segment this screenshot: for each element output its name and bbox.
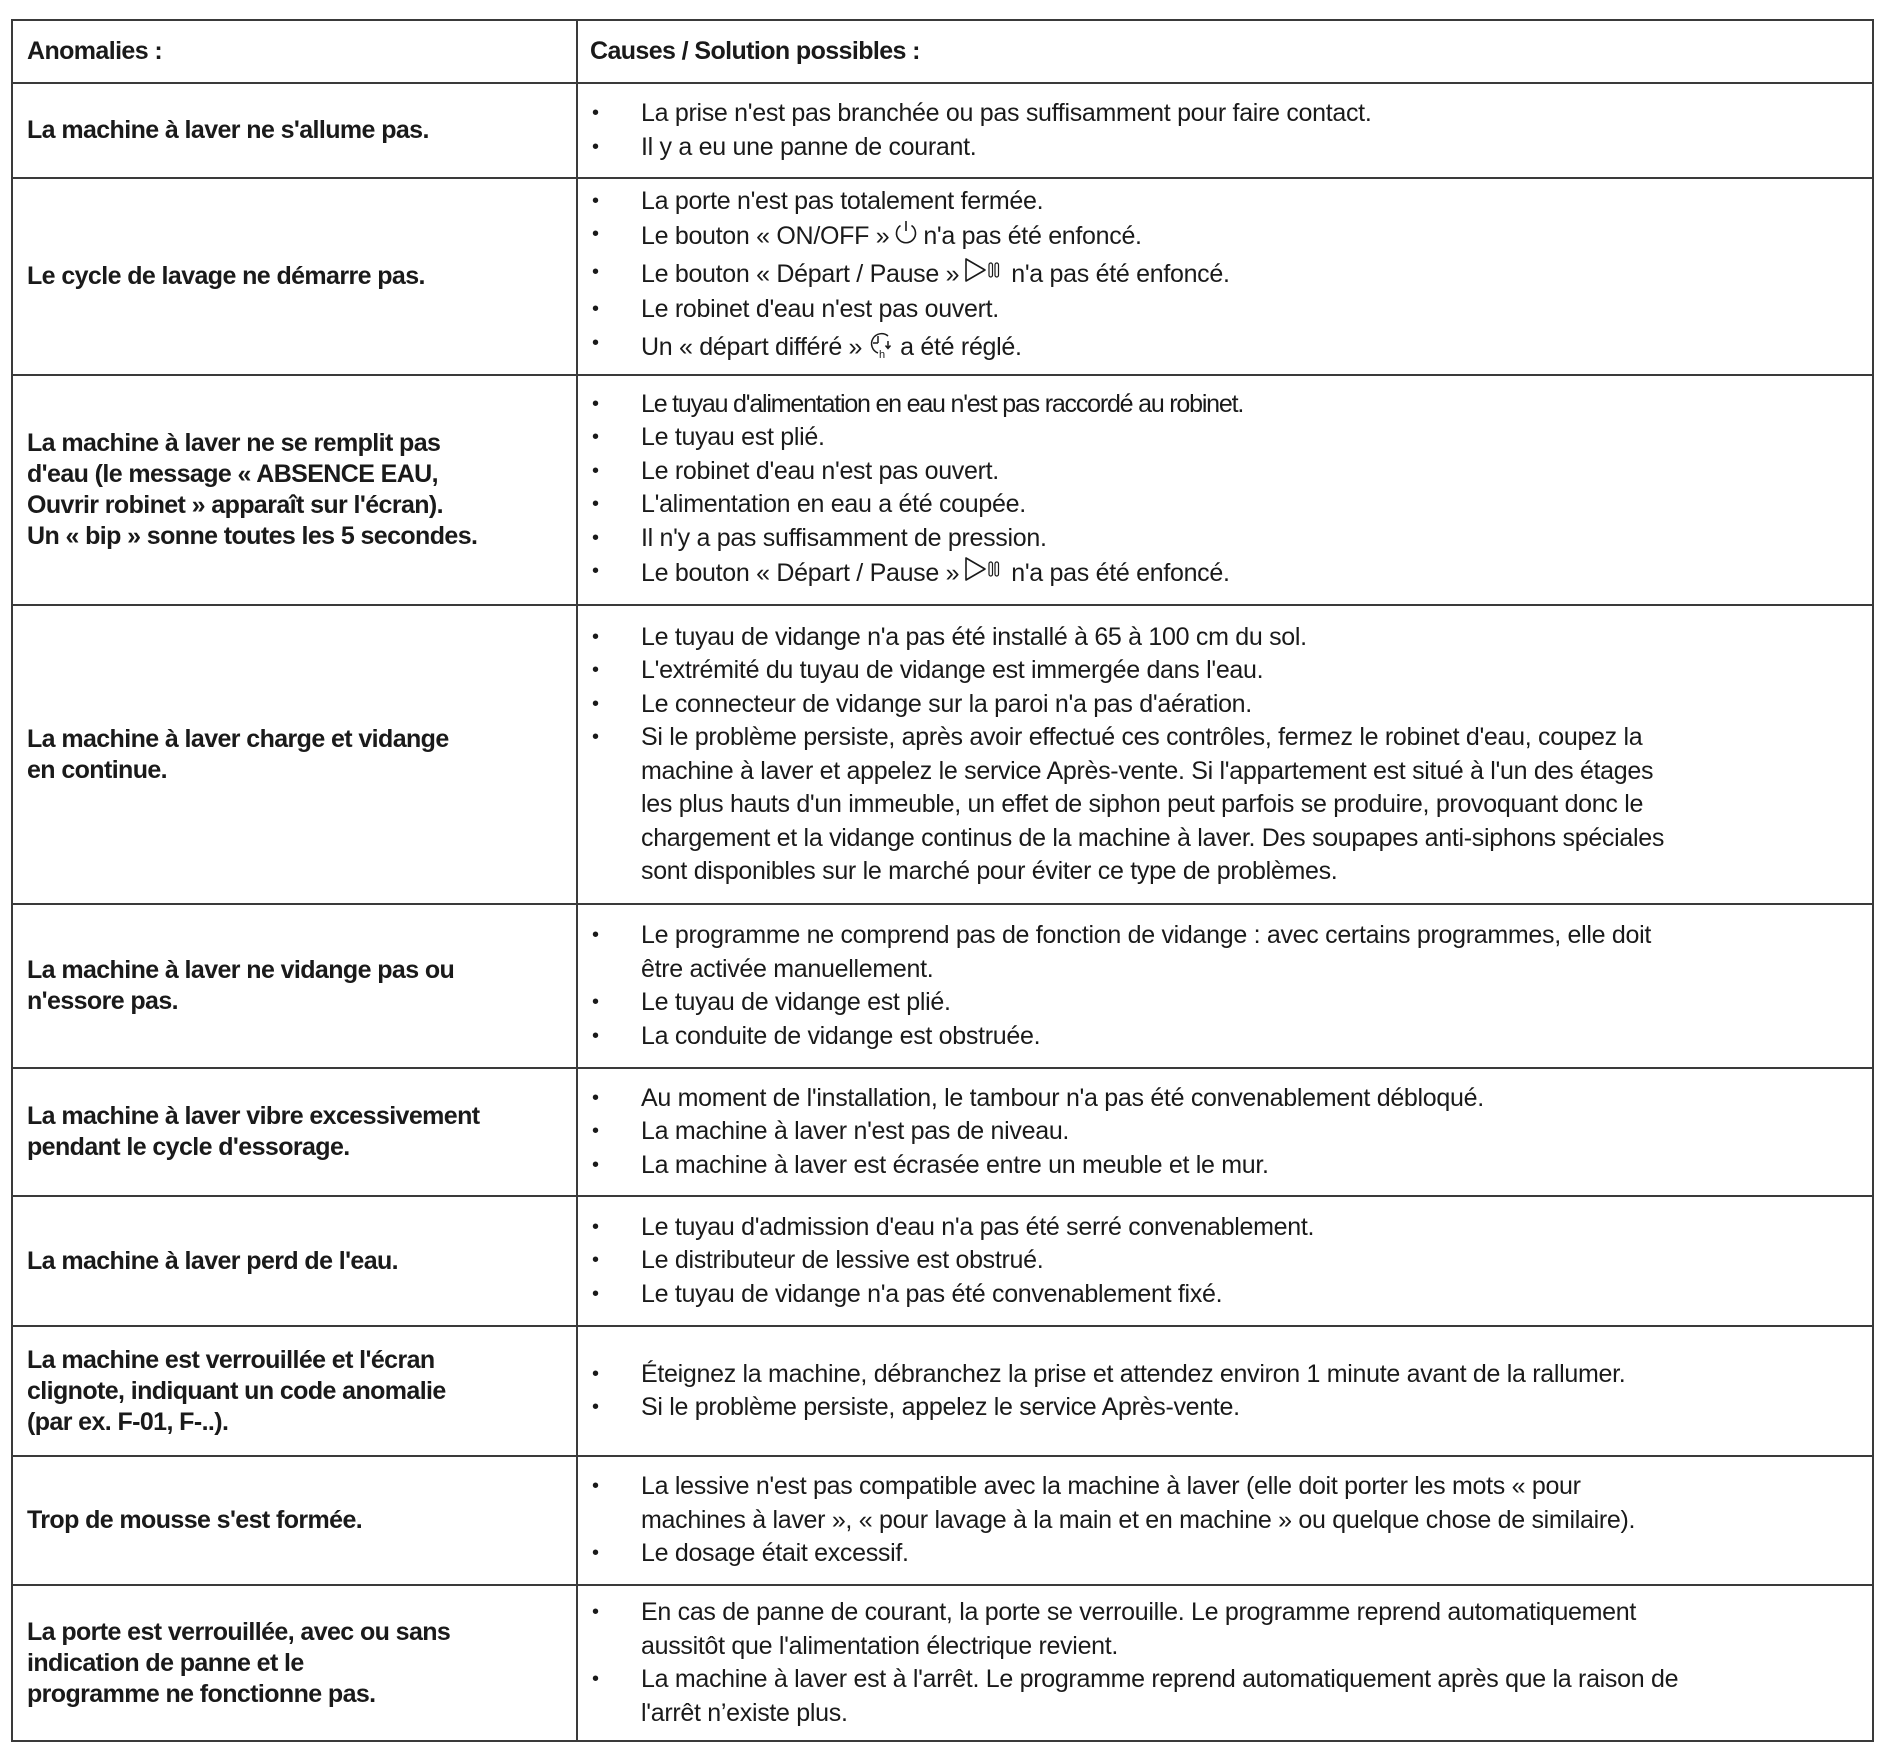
cause-list-item-continuation [578,953,1862,987]
causes-cell [578,1327,1872,1455]
cause-list-item-continuation [578,855,1862,889]
header-causes: Causes / Solution possibles : [590,36,920,65]
anomaly-text: en continue. [27,755,168,784]
table-row [13,903,1872,1067]
cause-text-after-icon: n'a pas été enfoncé. [1011,559,1230,587]
cause-text-after-icon: n'a pas été enfoncé. [923,222,1142,251]
anomaly-text: clignote, indiquant un code anomalie [27,1376,446,1405]
cause-list-item [578,455,1862,489]
cause-list-item [578,654,1862,688]
anomaly-cell [13,1586,578,1740]
cause-list-item [578,986,1862,1020]
cause-text: Le bouton « ON/OFF » [641,222,890,251]
anomaly-text: La porte est verrouillée, avec ou sans [27,1617,451,1646]
cause-text: machine à laver et appelez le service Après-vente. Si l'appartement est situé à l'un des étages [641,756,1654,785]
bullet-icon: • [592,560,599,582]
anomaly-text: (par ex. F-01, F-..). [27,1407,229,1436]
cause-text: Éteignez la machine, débranchez la prise et attendez environ 1 minute avant de la rallumer. [641,1359,1626,1388]
anomaly-text: pendant le cycle d'essorage. [27,1133,350,1161]
cause-list-item-continuation [578,755,1862,789]
cause-text: Il n'y a pas suffisamment de pression. [641,523,1047,552]
cause-text: Il y a eu une panne de courant. [641,132,977,161]
bullet-icon: • [592,1215,599,1238]
cause-list-item [578,1211,1862,1245]
cause-list-item-continuation [578,822,1862,856]
cause-list-item [578,1470,1862,1504]
table-header-row [13,21,1872,82]
table-row [13,177,1872,374]
causes-cell [578,84,1872,177]
bullet-icon: • [592,135,599,158]
cause-list-item [578,488,1862,522]
table-row [13,1584,1872,1740]
cause-list-item [578,688,1862,722]
cause-list-item-continuation [578,1697,1862,1731]
cause-list-item [578,1537,1862,1571]
bullet-icon [578,1630,641,1664]
bullet-icon: • [592,189,599,212]
cause-text: Au moment de l'installation, le tambour n'a pas été convenablement débloqué. [641,1083,1484,1112]
cause-text: En cas de panne de courant, la porte se verrouille. Le programme reprend automatiquement [641,1598,1637,1626]
cause-text: Le tuyau d'admission d'eau n'a pas été serré convenablement. [641,1212,1315,1241]
bullet-icon: • [592,1396,599,1418]
cause-list-item [578,293,1862,327]
cause-list-item [578,721,1862,755]
bullet-icon: • [592,102,599,124]
causes-cell [578,376,1872,604]
cause-text: aussitôt que l'alimentation électrique revient. [641,1631,1119,1660]
cause-text: La machine à laver est à l'arrêt. Le programme reprend automatiquement après que la raison de [641,1665,1679,1693]
svg-text:h: h [879,348,885,359]
cause-text: Le tuyau est plié. [641,423,825,451]
bullet-icon [578,855,641,889]
bullet-icon: • [592,1086,599,1109]
cause-list-item [578,327,1862,369]
cause-list-item [578,131,1862,165]
bullet-icon: • [592,526,599,549]
cause-list-item-continuation [578,1504,1862,1538]
anomaly-cell [13,905,578,1067]
anomaly-text: La machine est verrouillée et l'écran [27,1345,435,1374]
anomaly-cell [13,606,578,903]
causes-cell [578,1197,1872,1325]
cause-text: Si le problème persiste, après avoir effectué ces contrôles, fermez le robinet d'eau, coupez la [641,723,1643,751]
cause-list-item [578,185,1862,219]
anomaly-text: d'eau (le message « ABSENCE EAU, [27,460,438,488]
cause-list-item [578,1082,1862,1116]
causes-cell [578,1586,1872,1740]
cause-text: chargement et la vidange continus de la machine à laver. Des soupapes anti-siphons spéciales [641,823,1665,852]
causes-cell [578,905,1872,1067]
cause-text: La conduite de vidange est obstruée. [641,1021,1041,1050]
cause-list-item [578,919,1862,953]
bullet-icon: • [592,1542,599,1565]
cause-list-item-continuation [578,788,1862,822]
bullet-icon: • [592,991,599,1013]
causes-cell [578,1457,1872,1584]
bullet-icon [578,1504,641,1538]
anomaly-cell [13,84,578,177]
bullet-icon: • [592,1282,599,1305]
cause-list-item [578,1115,1862,1149]
cause-list-item [578,256,1862,294]
anomaly-text: Ouvrir robinet » apparaît sur l'écran). [27,491,444,519]
anomaly-text: Le cycle de lavage ne démarre pas. [27,262,425,290]
bullet-icon [578,953,641,987]
cause-list-item [578,1663,1862,1697]
bullet-icon: • [592,223,599,246]
bullet-icon: • [592,392,599,415]
bullet-icon [578,822,641,856]
bullet-icon: • [592,659,599,681]
bullet-icon: • [592,1120,599,1143]
bullet-icon: • [592,1601,599,1623]
cause-list-item [578,1244,1862,1278]
cause-text: Un « départ différé » [641,332,863,361]
cause-list-item [578,1020,1862,1054]
cause-text: Le robinet d'eau n'est pas ouvert. [641,456,999,485]
cause-list-item [578,621,1862,655]
cause-list-item [578,1596,1862,1630]
anomaly-text: indication de panne et le [27,1648,304,1677]
cause-list-item [578,1278,1862,1312]
cause-text: les plus hauts d'un immeuble, un effet de siphon peut parfois se produire, provoquant donc le [641,790,1644,818]
bullet-icon: • [592,1475,599,1498]
cause-text: La lessive n'est pas compatible avec la machine à laver (elle doit porter les mots « pour [641,1472,1581,1501]
cause-text: L'extrémité du tuyau de vidange est immergée dans l'eau. [641,656,1264,684]
anomaly-cell [13,1197,578,1325]
causes-cell [578,179,1872,374]
cause-list-item [578,555,1862,593]
table-row [13,82,1872,177]
header-anomalies: Anomalies : [13,21,578,82]
bullet-icon: • [592,1153,599,1176]
cause-text: être activée manuellement. [641,954,934,983]
cause-text-after-icon: n'a pas été enfoncé. [1011,259,1230,288]
cause-list-item [578,1149,1862,1183]
table-row [13,1325,1872,1455]
anomaly-text: La machine à laver ne vidange pas ou [27,956,455,984]
table-row [13,1067,1872,1195]
bullet-icon: • [592,1249,599,1272]
bullet-icon: • [592,260,599,283]
anomaly-text: Un « bip » sonne toutes les 5 secondes. [27,522,478,550]
cause-text: Le tuyau de vidange n'a pas été convenablement fixé. [641,1279,1223,1308]
anomaly-text: La machine à laver perd de l'eau. [27,1246,399,1275]
bullet-icon: • [592,625,599,648]
cause-list-item [578,218,1862,256]
anomaly-text: La machine à laver charge et vidange [27,724,449,753]
delay-start-icon [866,327,896,369]
bullet-icon: • [592,426,599,448]
cause-text: La prise n'est pas branchée ou pas suffisamment pour faire contact. [641,99,1372,127]
bullet-icon [578,755,641,789]
cause-text: Le bouton « Départ / Pause » [641,559,960,587]
causes-cell [578,606,1872,903]
anomaly-cell [13,179,578,374]
cause-list-item [578,421,1862,455]
cause-list-item [578,1358,1862,1392]
cause-text: Le programme ne comprend pas de fonction de vidange : avec certains programmes, elle doit [641,921,1651,949]
bullet-icon: • [592,298,599,321]
bullet-icon: • [592,1362,599,1385]
cause-text: Le connecteur de vidange sur la paroi n'a pas d'aération. [641,689,1252,718]
table-row [13,374,1872,604]
bullet-icon: • [592,1024,599,1047]
table-row [13,1455,1872,1584]
cause-text: Si le problème persiste, appelez le service Après-vente. [641,1393,1240,1421]
bullet-icon [578,788,641,822]
cause-list-item [578,97,1862,131]
cause-list-item [578,388,1862,422]
bullet-icon: • [592,924,599,946]
cause-text: La machine à laver est écrasée entre un meuble et le mur. [641,1150,1269,1179]
cause-text: Le tuyau de vidange est plié. [641,988,951,1016]
anomaly-text: n'essore pas. [27,987,179,1015]
anomaly-text: La machine à laver ne se remplit pas [27,429,441,457]
bullet-icon: • [592,692,599,715]
cause-text: Le tuyau de vidange n'a pas été installé à 65 à 100 cm du sol. [641,622,1307,651]
play-pause-icon [963,555,1007,593]
anomaly-cell [13,1327,578,1455]
cause-list-item [578,1391,1862,1425]
table-row [13,604,1872,903]
bullet-icon: • [592,1668,599,1690]
anomaly-text: La machine à laver vibre excessivement [27,1102,480,1130]
anomaly-text: La machine à laver ne s'allume pas. [27,116,429,144]
cause-text: L'alimentation en eau a été coupée. [641,490,1026,518]
anomaly-cell [13,1069,578,1195]
bullet-icon: • [592,726,599,748]
bullet-icon: • [592,459,599,482]
bullet-icon: • [592,331,599,354]
cause-text: sont disponibles sur le marché pour éviter ce type de problèmes. [641,857,1338,885]
cause-text: l'arrêt n’existe plus. [641,1698,848,1727]
cause-text: Le dosage était excessif. [641,1539,909,1568]
cause-text: La porte n'est pas totalement fermée. [641,186,1044,215]
cause-text: Le distributeur de lessive est obstrué. [641,1246,1044,1275]
play-pause-icon [963,256,1007,294]
cause-text-after-icon: a été réglé. [900,332,1022,361]
cause-text: Le robinet d'eau n'est pas ouvert. [641,295,999,324]
power-icon [893,218,919,256]
anomaly-text: Trop de mousse s'est formée. [27,1506,363,1534]
causes-cell [578,1069,1872,1195]
cause-text: La machine à laver n'est pas de niveau. [641,1117,1070,1146]
cause-text: machines à laver », « pour lavage à la main et en machine » ou quelque chose de similaire). [641,1505,1636,1534]
anomaly-cell [13,1457,578,1584]
cause-list-item [578,522,1862,556]
cause-text: Le bouton « Départ / Pause » [641,259,960,288]
cause-text: Le tuyau d'alimentation en eau n'est pas raccordé au robinet. [641,389,1244,418]
cause-list-item-continuation [578,1630,1862,1664]
anomaly-text: programme ne fonctionne pas. [27,1679,376,1708]
table-row [13,1195,1872,1325]
anomaly-cell [13,376,578,604]
bullet-icon [578,1697,641,1731]
troubleshooting-table [11,19,1874,1742]
bullet-icon: • [592,493,599,515]
